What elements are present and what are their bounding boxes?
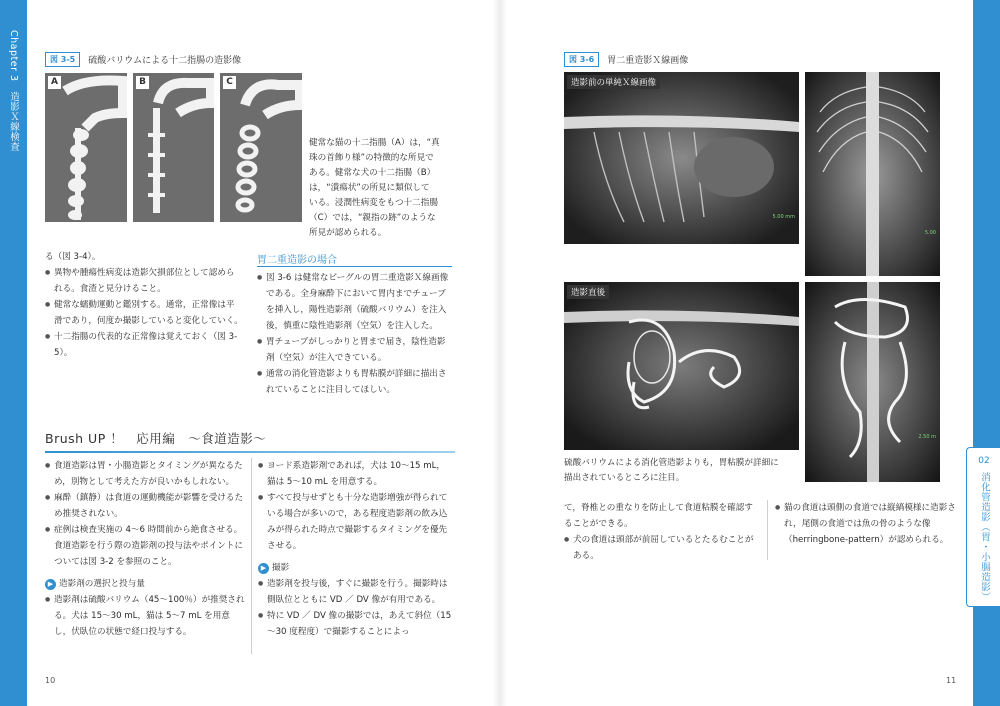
page-number-left: 10 [45,676,56,685]
book-gutter [493,0,507,706]
xray-vd-after [805,282,940,482]
section-heading-rule [257,266,452,267]
xray-lateral-after [564,282,799,450]
paragraph: て，脊椎との重なりを防止して食道粘膜を確認することができる。 [564,503,753,529]
subsection-title: 造影剤の選択と投与量 [59,579,145,589]
figure-3-6-caption [564,456,804,486]
brushup-column-2 [258,458,453,640]
figure-3-5-title: 硫酸バリウムによる十二指腸の造影像 [88,56,242,66]
section-number: 02 [978,456,990,466]
panel-letter-b: B [136,76,149,89]
figure-3-5-panel-c [220,73,302,222]
list-item: ● 症例は検査実施の 4～6 時間前から絶食させる。食道造影を行う際の造影剤の投与法やポイントについては図 3-2 を参照のこと。 [45,522,245,570]
panel-letter-c: C [223,76,236,89]
caption-line: 所見が認められる。 [309,228,387,238]
gastric-section-text [257,270,452,398]
xray-scale-label: 5.00 mm [772,214,795,220]
caption-line: 硫酸バリウムによる消化管造影よりも，胃粘膜が詳細に [564,458,779,468]
caption-line: （C）では，“親指の跡”のような [309,213,436,223]
xray-lateral-before [564,72,799,244]
xray-tag-before: 造影前の単純Ｘ線画像 [567,75,660,89]
caption-line: いる。浸潤性病変をもつ十二指腸 [309,198,438,208]
list-item: ● 造影剤は硫酸バリウム（45～100％）が推奨される。犬は 15～30 mL，猫は 5～7 mL を用意し，伏臥位の状態で経口投与する。 [45,592,245,640]
brushup-column-1 [45,458,245,640]
right-column-1 [564,500,759,564]
list-item: ● 健常な蠕動運動と鑑別する。通常，正常像は平滑であり，何度か撮影していると変化していく。 [45,297,243,329]
list-item: ● 麻酔（鎮静）は食道の運動機能が影響を受けるため推奨されない。 [45,490,245,522]
section-heading-gastric: 胃二重造影の場合 [257,255,337,266]
list-item: ● 図 3-6 は健常なビーグルの胃二重造影Ｘ線画像である。全身麻酔下において胃内までチューブを挿入し，陽性造影剤（硫酸バリウム）を注入後，慎重に陰性造影剤（空気）を注入した。 [257,270,452,334]
list-item: ● 特に VD ／ DV 像の撮影では，あえて斜位（15～30 度程度）で撮影することによっ [258,608,453,640]
list-item: ● 造影剤を投与後，すぐに撮影を行う。撮影時は側臥位とともに VD ／ DV 像が有用である。 [258,576,453,608]
figure-3-6-badge: 図 3-6 [564,52,599,67]
caption-line: 珠の首飾り様”の特徴的な所見で [309,153,434,163]
column-divider [767,500,768,560]
list-item: ● 異物や腫瘍性病変は造影欠損部位として認められる。食渣と見分けること。 [45,265,243,297]
xray-scale-label: 5.00 [924,230,936,236]
list-item: ● 食道造影は胃・小腸造影とタイミングが異なるため，別物として考えた方が良いかもしれない。 [45,458,245,490]
figure-3-6-title: 胃二重造影Ｘ線画像 [607,56,689,66]
figure-3-5-caption [309,136,489,241]
paragraph: る（図 3-4）。 [45,252,101,262]
panel-letter-a: A [48,76,61,89]
left-spine-bar [0,0,27,706]
section-tab [966,447,1000,607]
subsection-heading-imaging [258,560,453,576]
figure-3-5-label [45,52,241,67]
arrow-right-icon: ▶ [258,563,269,574]
brushup-header [45,429,455,453]
list-item: ● 犬の食道は頭部が前屈しているとたるむことがある。 [564,532,759,564]
brushup-title: Brush UP ！ 応用編 ～食道造影～ [45,431,267,446]
list-item: ● すべて投与せずとも十分な造影増強が得られている場合が多いので，ある程度造影剤の飲み込みが得られた時点で撮影するタイミングを優先させる。 [258,490,453,554]
figure-3-5-panel-b [133,73,214,222]
left-column-text [45,249,243,361]
chapter-label: Chapter 3 造影Ｘ線検査 [8,30,19,152]
list-item: ● 胃チューブがしっかりと胃まで届き，陰性造影剤（空気）が注入できている。 [257,334,452,366]
caption-line: ある。健常な犬の十二指腸（B） [309,168,436,178]
list-item: ● ヨード系造影剤であれば，犬は 10～15 mL，猫は 5～10 mL を用意する。 [258,458,453,490]
caption-line: 描出されているところに注目。 [564,473,685,483]
page-number-right: 11 [946,676,957,685]
caption-line: は，“潰瘍状”の所見に類似して [309,183,430,193]
xray-scale-label: 2.50 m [918,434,936,440]
xray-vd-before [805,72,940,276]
right-column-2 [775,500,965,548]
list-item: ● 通常の消化管造影よりも胃粘膜が詳細に描出されていることに注目してほしい。 [257,366,452,398]
arrow-right-icon: ▶ [45,579,56,590]
subsection-title: 撮影 [272,563,290,573]
brushup-rule [45,451,455,453]
list-item: ● 十二指腸の代表的な正常像は覚えておく（図 3-5）。 [45,329,243,361]
figure-3-5-panel-a [45,73,127,222]
list-item: ● 猫の食道は頭側の食道では縦縞模様に造影され，尾側の食道では魚の骨のような像（herringbone-pattern）が認められる。 [775,500,965,548]
column-divider [251,458,252,654]
figure-3-5-badge: 図 3-5 [45,52,80,67]
caption-line: 健常な猫の十二指腸（A）は，“真 [309,138,440,148]
subsection-heading-contrast-agent [45,576,245,592]
figure-3-6-label [564,52,688,67]
xray-tag-after: 造影直後 [567,285,609,299]
section-tab-label: 消化管造影（胃・小腸造影） [979,472,990,602]
